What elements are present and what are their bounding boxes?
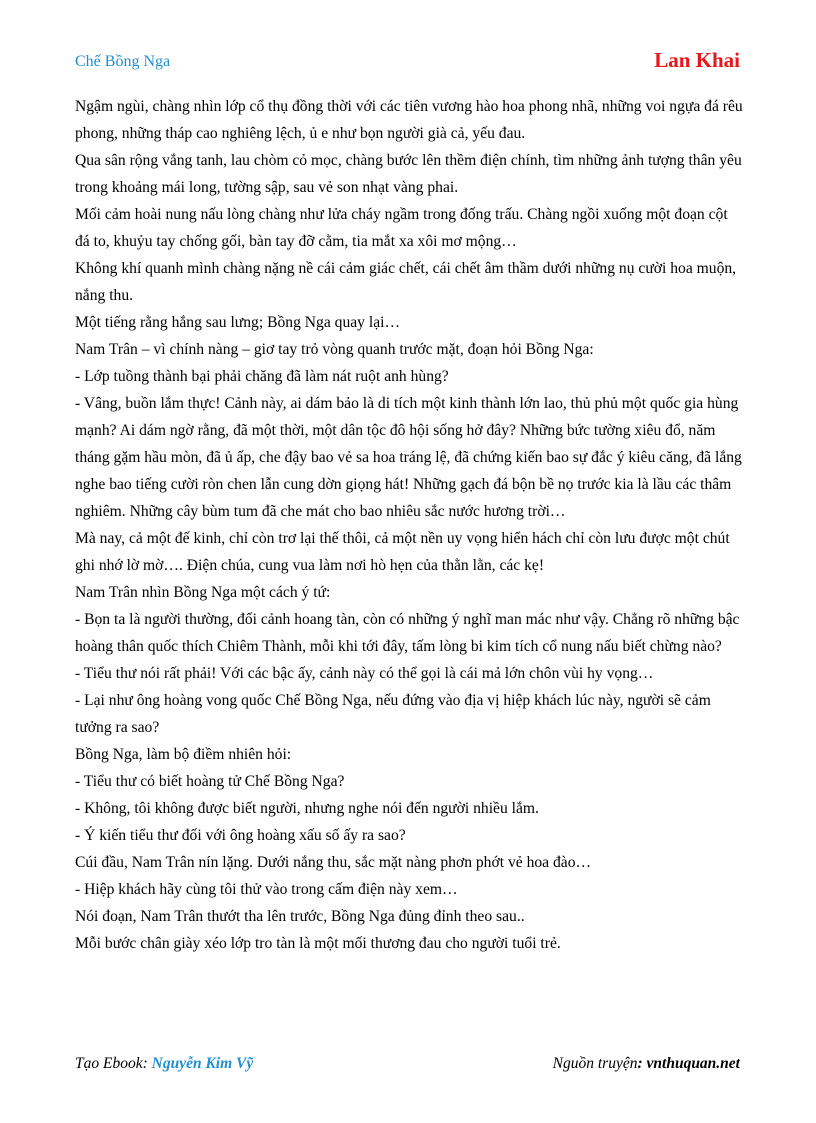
paragraph: - Tiểu thư có biết hoàng tử Chế Bồng Nga?	[75, 773, 345, 790]
page-footer	[75, 1055, 740, 1077]
paragraph: Mà nay, cả một đế kinh, chỉ còn trơ lại thế thôi, cả một nền uy vọng hiển hách chỉ còn lưu được một chút ghi nhớ lờ mờ…. Điện chúa, cung vua làm nơi hò hẹn của thằn lằn, các kẹ!	[75, 530, 730, 574]
paragraph: Nam Trân nhìn Bồng Nga một cách ý tứ:	[75, 584, 331, 601]
paragraph: - Bọn ta là người thường, đối cảnh hoang tàn, còn có những ý nghĩ man mác như vậy. Chẳng rõ những bậc hoàng thân quốc thích Chiêm Thành, mỗi khi tới đây, tấm lòng bi kim tích cổ nung nấu biết chừng nào?	[75, 611, 740, 655]
page-header	[75, 48, 740, 78]
paragraph: Không khí quanh mình chàng nặng nề cái cảm giác chết, cái chết âm thầm dưới những nụ cười hoa muộn, nắng thu.	[75, 260, 737, 304]
ebook-separator: :	[142, 1055, 152, 1072]
paragraph: - Vâng, buồn lắm thực! Cảnh này, ai dám bảo là di tích một kinh thành lớn lao, thủ phủ một quốc gia hùng mạnh? Ai dám ngờ rằng, đã một thời, một dân tộc đô hội sống hở đây? Những bức tường xiêu đổ, năm tháng gặm hầu mòn, đã ủ ấp, che đậy bao vẻ sa hoa tráng lệ, đã chứng kiến bao sự đắc ý kiêu căng, đã lắng nghe bao tiếng cười ròn chen lẫn cung dờn giọng hát! Những gạch đá bộn bề nọ trước kia là lầu các thâm nghiêm. Những cây bùm tum đã che mát cho bao nhiêu sắc nước hương trời…	[75, 395, 742, 520]
paragraph: Cúi đầu, Nam Trân nín lặng. Dưới nắng thu, sắc mặt nàng phơn phớt vẻ hoa đào…	[75, 854, 592, 871]
paragraph: - Tiểu thư nói rất phải! Với các bậc ấy, cảnh này có thể gọi là cái mả lớn chôn vùi hy vọng…	[75, 665, 654, 682]
chapter-body	[75, 93, 745, 957]
source-credit	[553, 1055, 740, 1073]
paragraph: Nam Trân – vì chính nàng – giơ tay trỏ vòng quanh trước mặt, đoạn hỏi Bồng Nga:	[75, 341, 594, 358]
paragraph: - Lớp tuồng thành bại phải chăng đã làm nát ruột anh hùng?	[75, 368, 449, 385]
paragraph: Qua sân rộng vắng tanh, lau chòm cỏ mọc, chàng bước lên thềm điện chính, tìm những ảnh tượng thân yêu trong khoảng mái long, tường sập, sau vẻ son nhạt vàng phai.	[75, 152, 742, 196]
ebook-label: Tạo Ebook	[75, 1055, 143, 1072]
ebook-creator: Nguyễn Kim Vỹ	[151, 1055, 254, 1072]
paragraph: - Lại như ông hoàng vong quốc Chế Bồng Nga, nếu đứng vào địa vị hiệp khách lúc này, người sẽ cảm tưởng ra sao?	[75, 692, 711, 736]
paragraph: Ngậm ngùi, chàng nhìn lớp cổ thụ đồng thời với các tiên vương hào hoa phong nhã, những voi ngựa đá rêu phong, những tháp cao nghiêng lệch, ủ e như bọn người già cả, yếu đau.	[75, 98, 743, 142]
book-title: Chế Bồng Nga	[75, 53, 171, 70]
source-separator: :	[637, 1055, 647, 1072]
source-site: vnthuquan.net	[646, 1055, 740, 1072]
paragraph: Mỗi bước chân giày xéo lớp tro tàn là một mối thương đau cho người tuổi trẻ.	[75, 935, 561, 952]
paragraph: - Ý kiến tiểu thư đối với ông hoàng xấu số ấy ra sao?	[75, 827, 406, 844]
source-label: Nguồn truyện	[552, 1055, 638, 1072]
paragraph: Một tiếng rằng hắng sau lưng; Bồng Nga quay lại…	[75, 314, 401, 331]
paragraph: Mối cảm hoài nung nấu lòng chàng như lửa cháy ngầm trong đống trấu. Chàng ngồi xuống một đoạn cột đá to, khuỷu tay chống gối, bàn tay đỡ cằm, tia mắt xa xôi mơ mộng…	[75, 206, 728, 250]
ebook-credit	[75, 1055, 253, 1073]
paragraph: - Không, tôi không được biết người, nhưng nghe nói đến người nhiều lắm.	[75, 800, 539, 817]
paragraph: Bồng Nga, làm bộ điềm nhiên hỏi:	[75, 746, 292, 763]
paragraph: Nói đoạn, Nam Trân thướt tha lên trước, Bồng Nga đủng đỉnh theo sau..	[75, 908, 525, 925]
author-name: Lan Khai	[654, 48, 740, 72]
paragraph: - Hiệp khách hãy cùng tôi thử vào trong cấm điện này xem…	[75, 881, 458, 898]
